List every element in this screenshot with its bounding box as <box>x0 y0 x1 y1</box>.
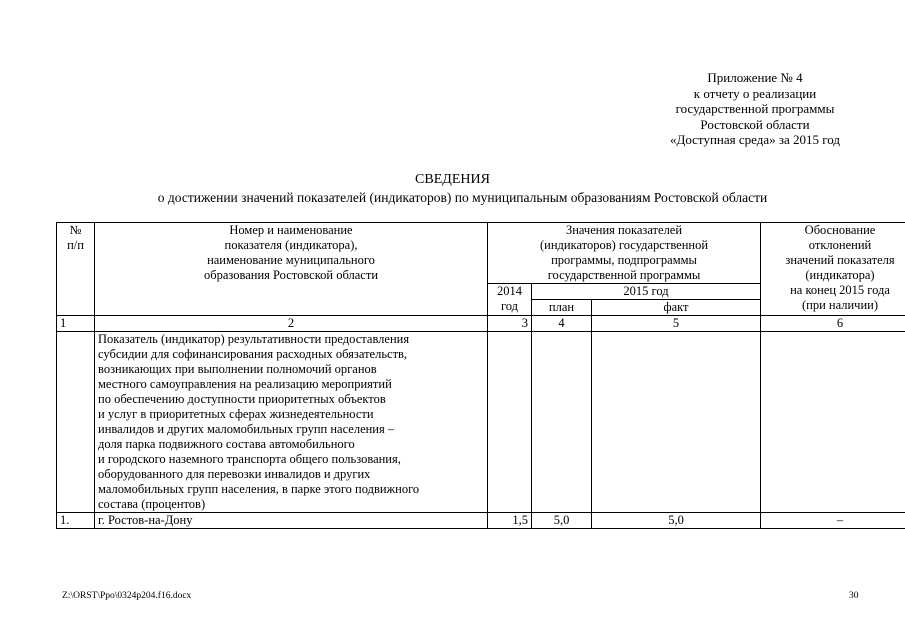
header-name-cell <box>95 223 488 316</box>
appendix-line: Ростовской области <box>700 116 810 132</box>
document-title: СВЕДЕНИЯ <box>415 172 490 187</box>
table-row <box>57 513 905 529</box>
numbering-row <box>57 316 905 332</box>
header-2015-cell: 2015 год <box>532 284 761 300</box>
indicators-table <box>56 222 905 529</box>
indicator-line: маломобильных групп населения, в парке этого подвижного <box>98 482 420 496</box>
indicator-line: возникающих при выполнении полномочий органов <box>98 362 377 376</box>
numbering-cell: 3 <box>488 316 532 332</box>
footer-file-path: Z:\ORST\Ppo\0324p204.f16.docx <box>62 591 192 601</box>
header-text: год <box>500 299 519 313</box>
header-text: образования Ростовской области <box>203 268 379 282</box>
header-values-cell <box>488 223 761 284</box>
appendix-line: «Доступная среда» за 2015 год <box>669 132 841 147</box>
numbering-cell: 4 <box>532 316 592 332</box>
appendix-block <box>640 70 870 148</box>
appendix-line: Приложение № 4 <box>707 70 803 85</box>
header-reason-cell <box>761 223 905 316</box>
document-subtitle: о достижении значений показателей (индикаторов) по муниципальным образованиям Ростовской области <box>157 190 768 205</box>
indicator-description-cell <box>95 332 488 513</box>
header-text: (индикатора) <box>805 268 875 282</box>
header-text: 2014 <box>497 284 522 298</box>
header-text: Номер и наименование <box>229 223 353 237</box>
indicator-line: Показатель (индикатор) результативности предоставления <box>98 332 410 346</box>
numbering-cell: 5 <box>592 316 761 332</box>
indicator-line: оборудованного для перевозки инвалидов и других <box>98 467 371 481</box>
header-text: п/п <box>67 238 84 252</box>
numbering-cell: 1 <box>57 316 95 332</box>
empty-cell <box>57 332 95 513</box>
header-text: показателя (индикатора), <box>224 238 358 252</box>
header-text: № <box>69 223 82 237</box>
empty-cell <box>532 332 592 513</box>
indicator-line: и городского наземного транспорта общего пользования, <box>98 452 401 466</box>
row-fact-cell: 5,0 <box>592 513 761 529</box>
header-number-cell <box>57 223 95 316</box>
row-number-cell: 1. <box>57 513 95 529</box>
header-fact-cell: факт <box>592 300 761 316</box>
appendix-line: государственной программы <box>675 101 835 116</box>
row-reason-cell: – <box>761 513 905 529</box>
indicator-line: инвалидов и других маломобильных групп населения – <box>98 422 395 436</box>
header-text: на конец 2015 года <box>790 283 890 297</box>
appendix-line: к отчету о реализации <box>693 85 817 101</box>
row-2014-cell: 1,5 <box>488 513 532 529</box>
empty-cell <box>761 332 905 513</box>
header-text: значений показателя <box>785 253 895 267</box>
footer-page-number: 30 <box>849 591 859 601</box>
header-text: Значения показателей <box>565 223 683 237</box>
empty-cell <box>592 332 761 513</box>
header-plan-cell: план <box>532 300 592 316</box>
numbering-cell: 2 <box>95 316 488 332</box>
empty-cell <box>488 332 532 513</box>
header-2014-cell <box>488 284 532 316</box>
header-text: программы, подпрограммы <box>551 253 697 267</box>
header-text: отклонений <box>808 238 872 252</box>
indicator-row <box>57 332 905 513</box>
row-plan-cell: 5,0 <box>532 513 592 529</box>
header-text: Обоснование <box>804 223 876 237</box>
numbering-cell: 6 <box>761 316 905 332</box>
header-text: государственной программы <box>547 268 701 282</box>
indicator-line: местного самоуправления на реализацию мероприятий <box>98 377 392 391</box>
header-text: (при наличии) <box>801 298 879 312</box>
indicator-line: и услуг в приоритетных сферах жизнедеятельности <box>98 407 374 421</box>
header-text: (индикаторов) государственной <box>539 238 709 252</box>
indicator-line: по обеспечению доступности приоритетных объектов <box>98 392 386 406</box>
row-name-cell: г. Ростов-на-Дону <box>95 513 488 529</box>
indicator-line: доля парка подвижного состава автомобильного <box>98 437 355 451</box>
indicator-line: субсидии для софинансирования расходных обязательств, <box>98 347 408 361</box>
header-row <box>57 223 905 284</box>
header-text: наименование муниципального <box>207 253 375 267</box>
indicator-line: состава (процентов) <box>98 497 206 511</box>
